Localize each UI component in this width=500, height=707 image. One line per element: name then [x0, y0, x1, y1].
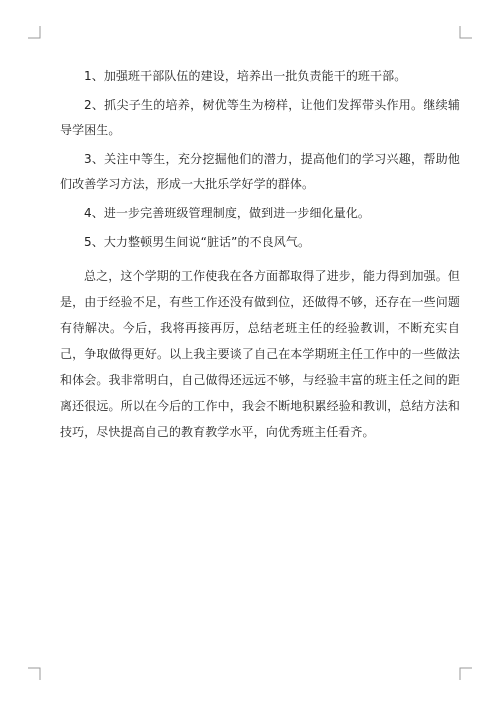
document-body [60, 64, 460, 445]
list-item: 3、关注中等生，充分挖掘他们的潜力，提高他们的学习兴趣，帮助他们改善学习方法，形成一大批乐学好学的群体。 [60, 152, 460, 191]
summary-paragraph: 总之，这个学期的工作使我在各方面都取得了进步，能力得到加强。但是，由于经验不足，有些工作还没有做到位，还做得不够，还存在一些问题有待解决。今后，我将再接再厉，总结老班主任的经验教训，不断充实自己，争取做得更好。以上我主要谈了自己在本学期班主任工作中的一些做法和体会。我非常明白，自己做得还远远不够，与经验丰富的班主任之间的距离还很远。所以在今后的工作中，我会不断地积累经验和教训，总结方法和技巧，尽快提高自己的教育教学水平，向优秀班主任看齐。 [60, 269, 460, 439]
list-item: 2、抓尖子生的培养，树优等生为榜样，让他们发挥带头作用。继续辅导学困生。 [60, 98, 460, 137]
list-item: 1、加强班干部队伍的建设，培养出一批负责能干的班干部。 [84, 69, 407, 83]
crop-mark-bottom-right [452, 660, 472, 680]
crop-mark-top-right [452, 26, 472, 46]
crop-mark-top-left [28, 26, 48, 46]
crop-mark-bottom-left [28, 660, 48, 680]
list-item: 4、进一步完善班级管理制度，做到进一步细化量化。 [84, 206, 371, 220]
list-item: 5、大力整顿男生间说“脏话”的不良风气。 [84, 235, 311, 249]
